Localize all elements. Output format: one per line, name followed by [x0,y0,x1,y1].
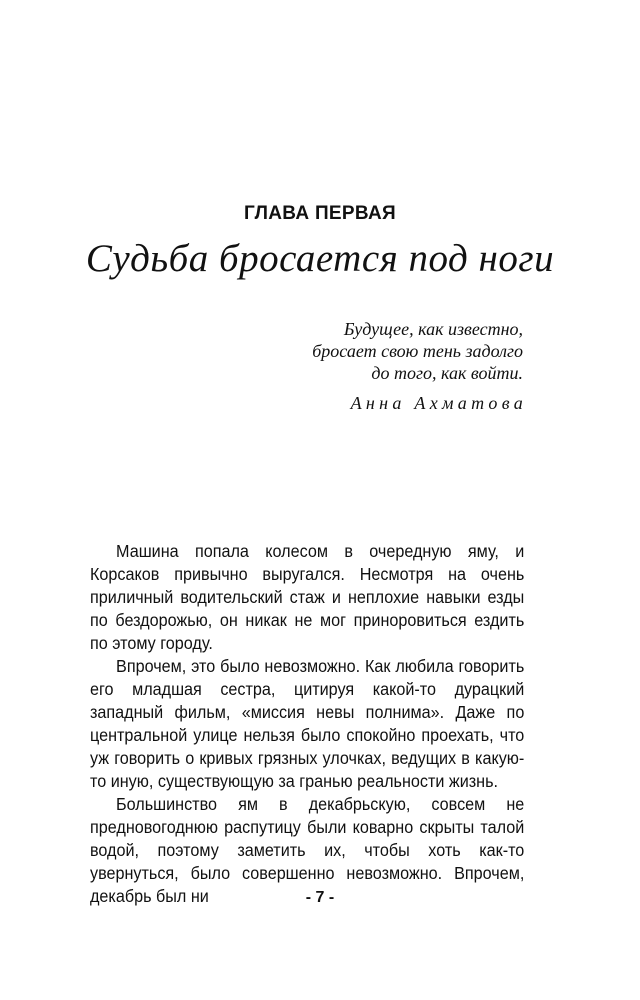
body-text [90,540,524,908]
paragraph: Машина попала колесом в очередную яму, и Корсаков привычно выругался. Несмотря на очень приличный водительский стаж и неплохие навыки езды по бездорожью, он никак не мог приноровиться ездить по этому городу. [90,541,525,653]
paragraph: Большинство ям в декабрьскую, совсем не предновогоднюю распутицу были коварно скрыты талой водой, поэтому заметить их, чтобы хоть как-то увернуться, было совершенно невозможно. Впрочем, декабрь был ни [90,794,525,906]
epigraph-line: бросает свою тень задолго [312,341,523,361]
page-number: - 7 - [305,889,335,906]
chapter-title: Судьба бросается под ноги [85,237,555,280]
paragraph: Впрочем, это было невозможно. Как любила говорить его младшая сестра, цитируя какой-то дурацкий западный фильм, «миссия невы полнима». Даже по центральной улице нельзя было спокойно проехать, что уж говорить о кривых грязных улочках, ведущих в какую-то иную, существующую за гранью реальности жизнь. [90,656,525,791]
epigraph [312,318,527,414]
epigraph-line: Будущее, как известно, [343,319,523,339]
chapter-label: ГЛАВА ПЕРВАЯ [244,203,396,224]
epigraph-line: до того, как войти. [371,363,523,383]
epigraph-author: Анна Ахматова [350,393,527,413]
